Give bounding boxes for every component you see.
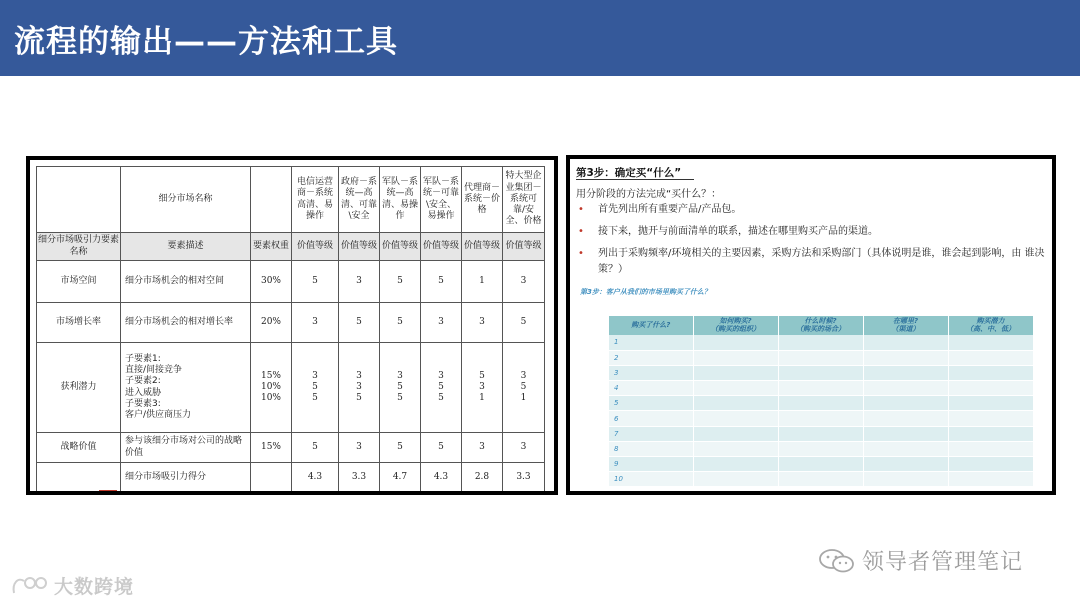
brand-logo-icon <box>10 573 50 599</box>
segment-name: 军队－系统—高清、易操作 <box>380 167 421 233</box>
empty-cell <box>948 381 1033 396</box>
factor-desc <box>121 343 251 433</box>
row-number: 7 <box>609 426 693 441</box>
value-cell: 3 <box>503 433 545 463</box>
bullet-icon: • <box>578 204 584 215</box>
purchase-column-header: 什么时候? （购买的场合） <box>778 316 863 335</box>
desc-column-header: 要素描述 <box>121 233 251 261</box>
table-row <box>37 343 545 433</box>
value-level-header: 价值等级 <box>292 233 339 261</box>
empty-cell <box>948 396 1033 411</box>
segment-header: 细分市场名称 <box>121 167 251 233</box>
score-label: 细分市场吸引力得分 <box>121 463 251 493</box>
table-row <box>609 441 1033 456</box>
brand-watermark <box>10 572 134 599</box>
sub-factor-line: 子要素1: <box>125 353 161 364</box>
value-cell: 5 <box>380 261 421 303</box>
row-number: 9 <box>609 457 693 472</box>
value-level-header: 价值等级 <box>462 233 503 261</box>
table-row <box>37 303 545 343</box>
table-row <box>609 350 1033 365</box>
empty-cell <box>948 426 1033 441</box>
value-level-header: 价值等级 <box>503 233 545 261</box>
value-cell: 3 5 5 <box>380 343 421 433</box>
value-cell: 3 5 5 <box>421 343 462 433</box>
sub-factor-line: 子要素3: <box>125 398 161 409</box>
value-cell: 3 <box>339 261 380 303</box>
purchase-table <box>609 316 1034 487</box>
table-caption: 第3步：客户从我们的市场里购买了什么？ <box>580 288 711 296</box>
watermark-text: 领导者管理笔记 <box>862 550 1024 575</box>
empty-cell <box>863 426 948 441</box>
row-number: 5 <box>609 396 693 411</box>
title-bar <box>0 0 1080 76</box>
value-cell: 3 <box>421 303 462 343</box>
purchase-column-header: 在哪里? （渠道） <box>863 316 948 335</box>
list-item: • 首先列出所有重要产品/产品包。 <box>576 202 1046 218</box>
table-row <box>609 457 1033 472</box>
factor-name: 市场增长率 <box>37 303 121 343</box>
value-level-header: 价值等级 <box>380 233 421 261</box>
empty-cell <box>693 350 778 365</box>
empty-cell <box>948 350 1033 365</box>
sub-factor-line: 直接/间接竞争 <box>125 365 183 375</box>
value-cell: 5 3 1 <box>462 343 503 433</box>
empty-cell <box>948 457 1033 472</box>
value-level-header: 价值等级 <box>339 233 380 261</box>
empty-cell <box>778 350 863 365</box>
empty-cell <box>778 457 863 472</box>
empty-cell <box>693 472 778 487</box>
table-row <box>609 472 1033 487</box>
value-cell: 3 <box>462 303 503 343</box>
purchase-column-header: 购买了什么? <box>609 316 693 335</box>
factor-name: 市场空间 <box>37 261 121 303</box>
purchase-column-header: 如何购买? （购买的组织） <box>693 316 778 335</box>
value-cell: 5 <box>421 433 462 463</box>
empty-cell <box>948 365 1033 380</box>
row-number: 4 <box>609 381 693 396</box>
score-cell: 4.7 <box>380 463 421 493</box>
empty-cell <box>948 335 1033 350</box>
empty-cell <box>693 441 778 456</box>
table-row <box>609 396 1033 411</box>
value-cell: 3 <box>292 303 339 343</box>
segment-matrix-table <box>36 166 545 493</box>
bullet-icon: • <box>578 226 584 237</box>
score-row <box>37 463 545 493</box>
row-number: 1 <box>609 335 693 350</box>
value-cell: 5 <box>339 303 380 343</box>
table-row <box>37 433 545 463</box>
score-cell: 2.8 <box>462 463 503 493</box>
table-row <box>37 261 545 303</box>
slide-title: 流程的输出——方法和工具 <box>14 24 398 60</box>
value-cell: 5 <box>380 303 421 343</box>
value-cell: 3 5 1 <box>503 343 545 433</box>
segment-matrix-panel <box>26 156 558 495</box>
factor-weight: 15% <box>251 433 292 463</box>
factor-desc: 细分市场机会的相对空间 <box>121 261 251 303</box>
value-cell: 5 <box>421 261 462 303</box>
segment-name: 特大型企业集团－系统可靠/安全、价格 <box>503 167 545 233</box>
empty-cell <box>778 365 863 380</box>
empty-cell <box>863 365 948 380</box>
score-cell: 3.3 <box>339 463 380 493</box>
step3-intro: 用分阶段的方法完成“买什么？： <box>576 189 722 200</box>
empty-cell <box>693 426 778 441</box>
value-cell: 5 <box>503 303 545 343</box>
value-cell: 5 <box>380 433 421 463</box>
value-level-header: 价值等级 <box>421 233 462 261</box>
score-cell: 3.3 <box>503 463 545 493</box>
list-item: • 接下来，抛开与前面清单的联系，描述在哪里购买产品的渠道。 <box>576 224 1046 240</box>
value-cell: 3 3 5 <box>339 343 380 433</box>
table-row <box>609 411 1033 426</box>
step3-panel <box>566 155 1056 495</box>
empty-cell <box>863 335 948 350</box>
row-number: 8 <box>609 441 693 456</box>
factor-name: 战略价值 <box>37 433 121 463</box>
sub-factor-line: 客户/供应商压力 <box>125 410 192 420</box>
table-row <box>609 365 1033 380</box>
table-row <box>609 335 1033 350</box>
row-number: 2 <box>609 350 693 365</box>
empty-cell <box>693 457 778 472</box>
corner-cell <box>37 167 121 233</box>
value-cell: 3 5 5 <box>292 343 339 433</box>
empty-cell <box>863 411 948 426</box>
score-cell: 4.3 <box>292 463 339 493</box>
row-number: 6 <box>609 411 693 426</box>
empty-cell <box>863 350 948 365</box>
segment-name: 电信运营商－系统高清、易操作 <box>292 167 339 233</box>
factor-column-header: 细分市场吸引力要素名称 <box>37 233 121 261</box>
value-cell: 5 <box>292 261 339 303</box>
empty-cell <box>778 335 863 350</box>
empty-cell <box>778 381 863 396</box>
factor-weight: 15% 10% 10% <box>251 343 292 433</box>
empty-cell <box>778 426 863 441</box>
empty-cell <box>778 396 863 411</box>
crop-artifact <box>99 490 117 493</box>
factor-name: 获利潜力 <box>37 343 121 433</box>
bullet-list <box>576 202 1046 284</box>
empty-cell <box>693 381 778 396</box>
empty-cell <box>863 441 948 456</box>
row-number: 3 <box>609 365 693 380</box>
table-row <box>609 426 1033 441</box>
value-cell: 3 <box>503 261 545 303</box>
factor-desc: 参与该细分市场对公司的战略价值 <box>121 433 251 463</box>
bullet-icon: • <box>578 248 584 259</box>
sub-factor-line: 进入威胁 <box>125 387 162 398</box>
empty-cell <box>778 411 863 426</box>
table-row <box>609 381 1033 396</box>
row-number: 10 <box>609 472 693 487</box>
empty-cell <box>863 472 948 487</box>
empty-cell <box>693 335 778 350</box>
value-cell: 5 <box>292 433 339 463</box>
empty-cell <box>693 396 778 411</box>
purchase-column-header: 购买潜力 （高、中、低） <box>948 316 1033 335</box>
empty-cell <box>863 457 948 472</box>
segment-name: 军队－系统－可靠\安全、易操作 <box>421 167 462 233</box>
segment-name: 代理商－系统－价格 <box>462 167 503 233</box>
step3-heading: 第3步：确定买“什么” <box>576 167 682 179</box>
watermark-text: 大数跨境 <box>54 576 135 598</box>
segment-name: 政府－系统—高清、可靠\安全 <box>339 167 380 233</box>
empty-cell <box>693 365 778 380</box>
value-cell: 3 <box>462 433 503 463</box>
empty-cell <box>693 411 778 426</box>
empty-cell <box>863 396 948 411</box>
value-cell: 3 <box>339 433 380 463</box>
empty-cell <box>948 441 1033 456</box>
value-cell: 1 <box>462 261 503 303</box>
wechat-watermark <box>818 545 1023 576</box>
empty-cell <box>778 472 863 487</box>
score-cell: 4.3 <box>421 463 462 493</box>
heading-underline <box>576 179 694 180</box>
wechat-icon <box>818 548 856 574</box>
weight-column-header: 要素权重 <box>251 233 292 261</box>
factor-desc: 细分市场机会的相对增长率 <box>121 303 251 343</box>
empty-cell <box>863 381 948 396</box>
list-item: • 列出于采购频率/环境相关的主要因素，采购方法和采购部门（具体说明是谁，谁会起到影响，由 谁决策？） <box>578 248 1045 275</box>
purchase-table-header <box>609 316 1033 335</box>
empty-cell <box>778 441 863 456</box>
empty-cell <box>948 472 1033 487</box>
factor-weight: 30% <box>251 261 292 303</box>
factor-weight: 20% <box>251 303 292 343</box>
empty-cell <box>948 411 1033 426</box>
sub-factor-line: 子要素2: <box>125 376 161 387</box>
